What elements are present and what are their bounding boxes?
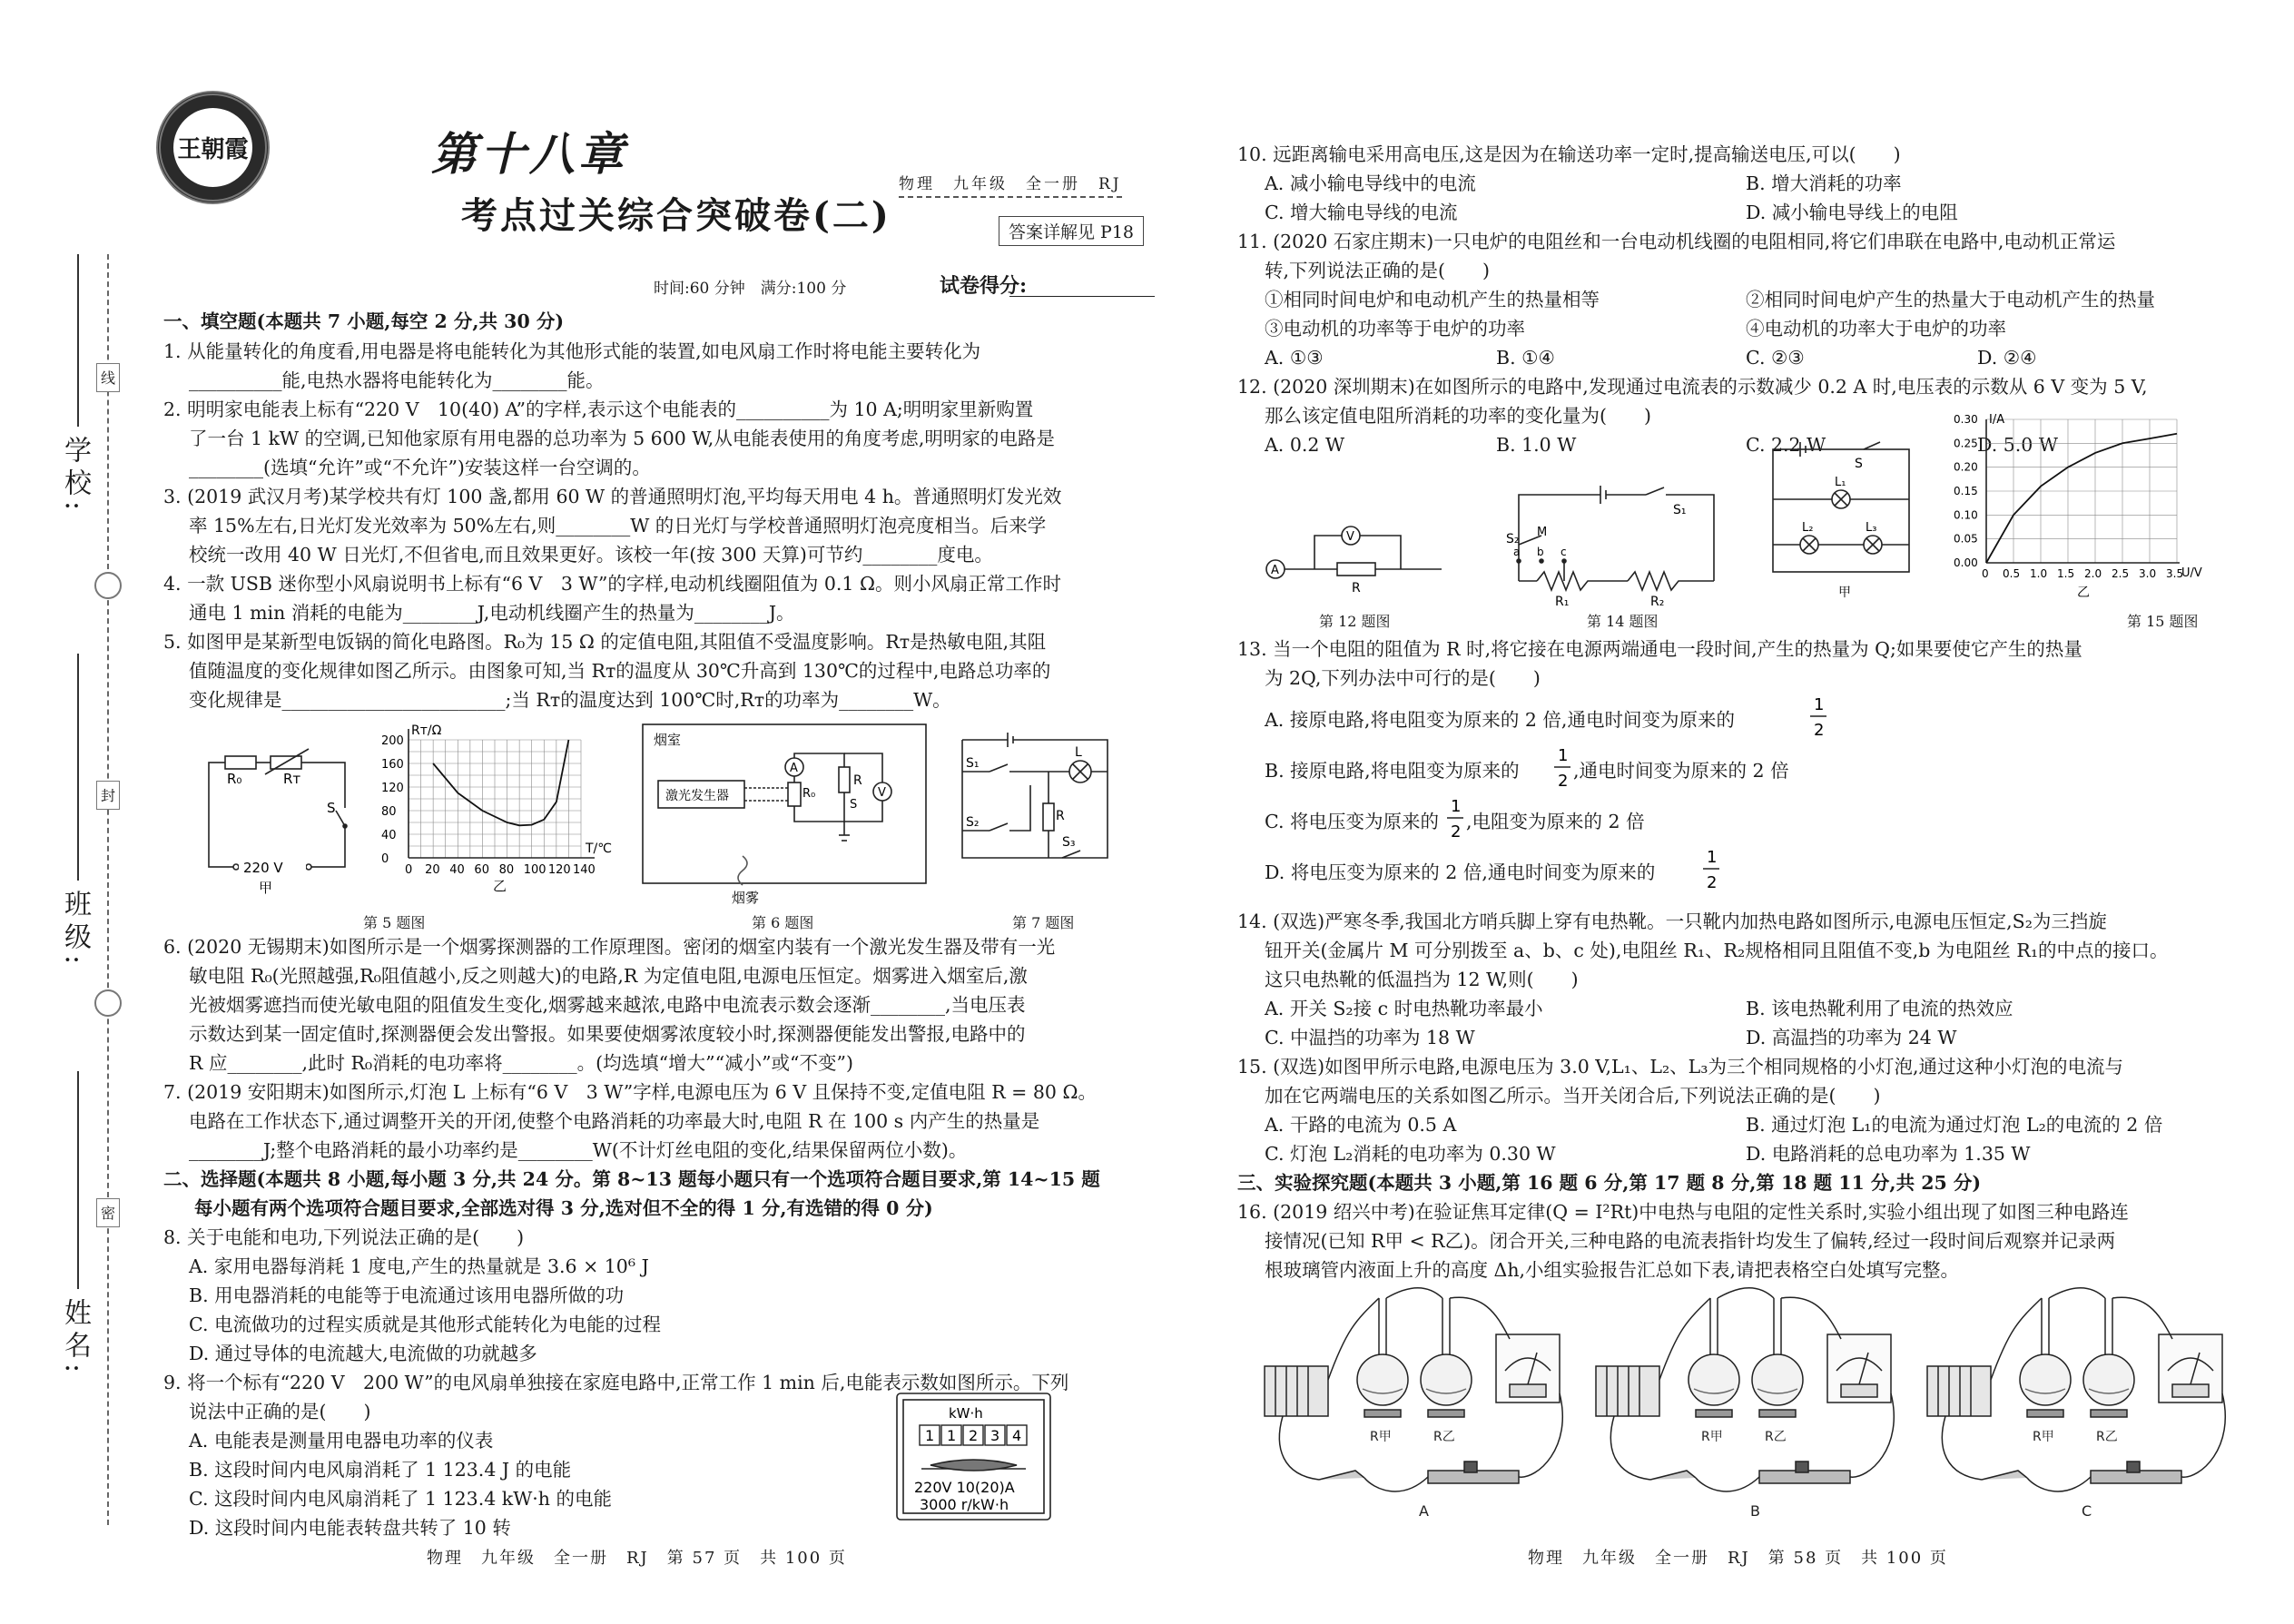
section-heading: 二、选择题(本题共 8 小题,每小题 3 分,共 24 分。第 8~13 题每小题只有一个选项符合题目要求,第 14~15 题: [163, 1168, 1100, 1190]
x-tick-label: 120: [547, 863, 571, 877]
battery: [1265, 1366, 1328, 1416]
svg-text:1: 1: [1814, 695, 1825, 714]
figure-caption: 第 6 题图: [752, 914, 814, 931]
statement: ④电动机的功率大于电炉的功率: [1746, 318, 2006, 340]
switch: [1982, 1471, 2027, 1480]
label-220v: 220 V: [243, 860, 283, 876]
caption-jia: 甲: [259, 880, 273, 896]
question-line: 13. 当一个电阻的阻值为 R 时,将它接在电源两端通电一段时间,产生的热量为 Q;如果要使它产生的热量: [1237, 638, 2082, 660]
figure-5-circuit: [191, 740, 363, 894]
label-m: M: [1537, 526, 1548, 539]
option-c[interactable]: C. 中温挡的功率为 18 W: [1265, 1027, 1475, 1048]
option-b[interactable]: B. 这段时间内电风扇消耗了 1 123.4 J 的电能: [189, 1459, 572, 1481]
meter-digit: 3: [990, 1427, 1000, 1444]
question-line: 9. 将一个标有“220 V 200 W”的电风扇单独接在家庭电路中,正常工作 1 min 后,电能表示数如图所示。下列: [163, 1372, 1069, 1393]
label-r2: R₂: [1650, 595, 1665, 609]
label-l2: L₂: [1802, 521, 1814, 535]
class-label: 班级:: [59, 890, 91, 970]
name-label: 姓名:: [59, 1298, 91, 1379]
question-line: 12. (2020 深圳期末)在如图所示的电路中,发现通过电流表的示数减少 0.2 A 时,电压表的示数从 6 V 变为 5 V,: [1237, 376, 2148, 398]
label-s1: S₁: [966, 756, 980, 771]
experiment-apparatus: [1265, 1294, 2172, 1521]
label-smoke: 烟雾: [732, 890, 760, 906]
apparatus-c: [1927, 1288, 2225, 1520]
question-line: 为 2Q,下列办法中可行的是( ): [1265, 667, 1541, 689]
resistor-label: R乙: [2096, 1430, 2118, 1444]
question-line: 14. (双选)严寒冬季,我国北方哨兵脚上穿有电热靴。一只靴内加热电路如图所示,电源电压恒定,S₂为三挡旋: [1237, 910, 2107, 932]
x-tick-label: 20: [425, 863, 440, 877]
option-b[interactable]: B. 用电器消耗的电能等于电流通过该用电器所做的功: [189, 1284, 625, 1306]
option-d[interactable]: D. 电路消耗的总电功率为 1.35 W: [1746, 1143, 2031, 1165]
flask: [1357, 1354, 1408, 1405]
x-tick-label: 60: [474, 863, 489, 877]
flask: [2083, 1354, 2134, 1405]
y-tick-label: 0.05: [1954, 532, 1978, 546]
svg-text:2: 2: [1707, 873, 1718, 892]
x-tick-label: 3.5: [2166, 567, 2184, 580]
iu-curve: [1986, 434, 2177, 563]
label-s2: S₂: [966, 815, 980, 830]
caption-yi: 乙: [493, 878, 507, 894]
label-s2: S₂: [1506, 532, 1520, 546]
question-line: 4. 一款 USB 迷你型小风扇说明书上标有“6 V 3 W”的字样,电动机线圈阻值为 0.1 Ω。则小风扇正常工作时: [163, 573, 1061, 595]
option-c[interactable]: C. 这段时间内电风扇消耗了 1 123.4 kW·h 的电能: [189, 1488, 612, 1510]
flask: [1752, 1354, 1803, 1405]
option-a[interactable]: A. 接原电路,将电阻变为原来的 2 倍,通电时间变为原来的: [1265, 709, 1735, 731]
binding-ring: [94, 989, 122, 1017]
question-line: 15. (双选)如图甲所示电路,电源电压为 3.0 V,L₁、L₂、L₃为三个相同规格的小灯泡,通过这种小灯泡的电流与: [1237, 1056, 2124, 1078]
rt-xlabel: T/℃: [586, 842, 612, 856]
caption-yi: 乙: [2077, 586, 2090, 600]
y-tick-label: 120: [381, 782, 404, 795]
page-title: 考点过关综合突破卷(二): [461, 194, 891, 237]
resistor-label: R甲: [2033, 1430, 2054, 1444]
svg-text:1: 1: [1451, 797, 1462, 816]
x-tick-label: 1.0: [2030, 567, 2048, 580]
page-footer: 物理 九年级 全一册 RJ 第 58 页 共 100 页: [1528, 1549, 1948, 1568]
school-label: 学校:: [59, 436, 91, 517]
option-b[interactable]: B. 该电热靴利用了电流的热效应: [1746, 998, 2013, 1019]
chapter-title: 第十八章: [431, 127, 627, 181]
y-tick-label: 0.10: [1954, 508, 1978, 522]
meter-rating: 220V 10(20)A: [914, 1479, 1015, 1496]
class-field[interactable]: [77, 654, 79, 881]
label-s: S: [1855, 457, 1863, 471]
meter-digit: 4: [1012, 1427, 1022, 1444]
label-smoke-room: 烟室: [654, 732, 682, 748]
meter-unit: kW·h: [949, 1405, 983, 1422]
option-a[interactable]: A. 家用电器每消耗 1 度电,产生的热量就是 3.6 × 10⁶ J: [189, 1255, 649, 1277]
svg-text:1: 1: [1707, 848, 1718, 867]
cut-line: [107, 254, 109, 1525]
figure-5-rt-chart: [368, 722, 613, 894]
label-s: S: [327, 800, 336, 816]
name-field[interactable]: [77, 1071, 79, 1289]
option-b[interactable]: B. 增大消耗的功率: [1746, 172, 1902, 194]
y-tick-label: 160: [381, 758, 404, 772]
meter-revolutions: 3000 r/kW·h: [920, 1496, 1009, 1513]
fraction-half: [1553, 743, 1571, 793]
label-s: S: [850, 798, 858, 812]
battery: [1927, 1366, 1991, 1416]
question-line: __________能,电热水器将电能转化为________能。: [189, 369, 605, 391]
label-b: b: [1537, 546, 1544, 558]
y-tick-label: 0: [381, 852, 389, 866]
question-line: 根玻璃管内液面上升的高度 Δh,小组实验报告汇总如下表,请把表格空白处填写完整。: [1265, 1259, 1960, 1281]
label-c: c: [1561, 546, 1567, 558]
label-l3: L₃: [1866, 521, 1877, 535]
question-line: 说法中正确的是( ): [189, 1401, 371, 1422]
fraction-half: [1446, 793, 1464, 844]
option-c-cont: ,电阻变为原来的 2 倍: [1466, 811, 1645, 832]
apparatus-caption: A: [1419, 1502, 1429, 1520]
option-c[interactable]: C. 将电压变为原来的: [1265, 811, 1439, 832]
section-heading: 三、实验探究题(本题共 3 小题,第 16 题 6 分,第 17 题 8 分,第 18 题 11 分,共 25 分): [1237, 1172, 1982, 1194]
brand-logo: 王朝霞: [156, 91, 270, 204]
resistor-label: R乙: [1433, 1430, 1455, 1444]
binding-spine: [0, 254, 145, 1525]
x-tick-label: 2.0: [2084, 567, 2102, 580]
subject-tag: 物理 九年级 全一册 RJ: [899, 171, 1122, 198]
iu-xlabel: U/V: [2181, 566, 2202, 580]
flask: [1689, 1354, 1739, 1405]
statement: ③电动机的功率等于电炉的功率: [1265, 318, 1525, 340]
option-c[interactable]: C. 灯泡 L₂消耗的电功率为 0.30 W: [1265, 1143, 1556, 1165]
question-line: 电路在工作状态下,通过调整开关的开闭,使整个电路消耗的功率最大时,电阻 R 在 100 s 内产生的热量是: [189, 1110, 1040, 1132]
question-line: ________(选填“允许”或“不允许”)安装这样一台空调的。: [189, 457, 651, 478]
figure-caption: 第 15 题图: [2127, 613, 2199, 630]
figure-caption: 第 12 题图: [1319, 613, 1391, 630]
question-line: 2. 明明家电能表上标有“220 V 10(40) A”的字样,表示这个电能表的__________为 10 A;明明家里新购置: [163, 399, 1034, 420]
question-line: ________J;整个电路消耗的最小功率约是________W(不计灯丝电阻的变化,结果保留两位小数)。: [189, 1139, 968, 1161]
question-line: 3. (2019 武汉月考)某学校共有灯 100 盏,都用 60 W 的普通照明灯泡,平均每天用电 4 h。普通照明灯发光效: [163, 486, 1062, 507]
energy-meter: [894, 1391, 1053, 1522]
label-r0: R₀: [227, 771, 242, 787]
label-a: a: [1513, 546, 1521, 558]
school-field[interactable]: [77, 254, 79, 427]
figure-caption: 第 5 题图: [363, 914, 426, 931]
option-d[interactable]: D. 这段时间内电能表转盘共转了 10 转: [189, 1517, 511, 1539]
flask: [2020, 1354, 2071, 1405]
x-tick-label: 40: [449, 863, 465, 877]
figure-caption: 第 14 题图: [1587, 613, 1659, 630]
option-d[interactable]: D. 通过导体的电流越大,电流做的功就越多: [189, 1343, 537, 1364]
y-tick-label: 200: [381, 734, 404, 748]
meter-digit: 2: [969, 1427, 979, 1444]
question-line: 值随温度的变化规律如图乙所示。由图象可知,当 Rᴛ的温度从 30℃升高到 130℃的过程中,电路总功率的: [189, 660, 1051, 682]
y-tick-label: 0.20: [1954, 460, 1978, 474]
y-tick-label: 0.00: [1954, 556, 1978, 569]
label-laser: 激光发生器: [665, 789, 729, 803]
option-d[interactable]: D. 将电压变为原来的 2 倍,通电时间变为原来的: [1265, 861, 1656, 883]
question-line: R 应________,此时 R₀消耗的电功率将________。(均选填“增大”“减小”或“不变”): [189, 1052, 854, 1074]
statement: ②相同时间电炉产生的热量大于电动机产生的热量: [1746, 289, 2155, 310]
label-r: R: [853, 773, 862, 788]
option-c[interactable]: C. 2.2 W: [1746, 434, 1826, 456]
right-page: [1147, 0, 2294, 1624]
label-r0: R₀: [802, 787, 816, 801]
label-l: L: [1075, 745, 1082, 760]
switch: [1319, 1471, 1364, 1480]
apparatus-b: [1596, 1288, 1894, 1520]
x-tick-label: 2.5: [2112, 567, 2130, 580]
question-line: 敏电阻 R₀(光照越强,R₀阻值越小,反之则越大)的电路,R 为定值电阻,电源电压恒定。烟雾进入烟室后,激: [189, 965, 1028, 987]
question-line: 这只电热靴的低温挡为 12 W,则( ): [1265, 969, 1579, 990]
question-line: 了一台 1 kW 的空调,已知他家原有用电器的总功率为 5 600 W,从电能表使用的角度考虑,明明家的电路是: [189, 428, 1055, 449]
x-tick-label: 3.0: [2139, 567, 2157, 580]
label-r1: R₁: [1555, 595, 1570, 609]
label-l1: L₁: [1835, 476, 1846, 489]
label-rt: Rᴛ: [283, 771, 301, 787]
label-s3: S₃: [1062, 835, 1076, 850]
apparatus-a: [1265, 1288, 1562, 1520]
question-line: 1. 从能量转化的角度看,用电器是将电能转化为其他形式能的装置,如电风扇工作时将电能主要转化为: [163, 340, 981, 362]
score-field[interactable]: [1009, 296, 1155, 297]
svg-text:2: 2: [1451, 822, 1462, 842]
question-line: 率 15%左右,日光灯发光效率为 50%左右,则________W 的日光灯与学校普通照明灯泡亮度相当。后来学: [189, 515, 1047, 536]
iu-ylabel: I/A: [1989, 413, 2005, 427]
option-d[interactable]: D. 5.0 W: [1977, 434, 2058, 456]
option-a[interactable]: A. ①③: [1265, 347, 1324, 369]
figure-7-circuit: [953, 731, 1126, 885]
label-voltmeter: V: [1346, 530, 1354, 544]
label-voltmeter: V: [878, 786, 886, 800]
question-line: 5. 如图甲是某新型电饭锅的简化电路图。R₀为 15 Ω 的定值电阻,其阻值不受温度影响。Rᴛ是热敏电阻,其阻: [163, 631, 1047, 653]
flask: [1421, 1354, 1472, 1405]
label-r: R: [1056, 809, 1065, 823]
meter-digit: 1: [925, 1427, 935, 1444]
question-line: 校统一改用 40 W 日光灯,不但省电,而且效果更好。该校一年(按 300 天算)可节约________度电。: [189, 544, 993, 566]
question-line: 8. 关于电能和电功,下列说法正确的是( ): [163, 1226, 525, 1248]
apparatus-caption: C: [2082, 1502, 2092, 1520]
fraction-half: [1809, 692, 1827, 743]
option-b[interactable]: B. ①④: [1496, 347, 1555, 369]
label-ammeter: A: [790, 762, 798, 775]
option-a[interactable]: A. 减小输电导线中的电流: [1265, 172, 1476, 194]
option-c[interactable]: C. 电流做功的过程实质就是其他形式能转化为电能的过程: [189, 1314, 661, 1335]
page-footer: 物理 九年级 全一册 RJ 第 57 页 共 100 页: [427, 1549, 847, 1568]
x-tick-label: 100: [523, 863, 546, 877]
rt-curve: [433, 740, 568, 825]
resistor-label: R甲: [1370, 1430, 1392, 1444]
question-line: 示数达到某一固定值时,探测器便会发出警报。如果要使烟雾浓度较小时,探测器便能发出警报,电路中的: [189, 1023, 1026, 1045]
figure-6-circuit: [635, 717, 935, 906]
question-line: 变化规律是________________________;当 Rᴛ的温度达到 100℃时,Rᴛ的功率为________W。: [189, 689, 951, 711]
apparatus-caption: B: [1750, 1502, 1760, 1520]
x-tick-label: 140: [573, 863, 596, 877]
label-s1: S₁: [1673, 503, 1687, 517]
option-d[interactable]: D. ②④: [1977, 347, 2037, 369]
rt-ylabel: Rᴛ/Ω: [411, 723, 442, 738]
x-tick-label: 0.5: [2003, 567, 2021, 580]
figure-14-circuit: [1501, 481, 1728, 608]
option-a[interactable]: A. 0.2 W: [1265, 434, 1345, 456]
svg-text:2: 2: [1814, 721, 1825, 740]
exam-meta: 时间:60 分钟 满分:100 分: [654, 280, 847, 298]
label-r: R: [1352, 581, 1361, 595]
svg-text:1: 1: [1558, 746, 1569, 765]
x-tick-label: 80: [498, 863, 515, 877]
answer-reference: 答案详解见 P18: [999, 216, 1144, 246]
y-tick-label: 0.25: [1954, 437, 1978, 450]
question-line: 7. (2019 安阳期末)如图所示,灯泡 L 上标有“6 V 3 W”字样,电源电压为 6 V 且保持不变,定值电阻 R = 80 Ω。: [163, 1081, 1097, 1103]
option-c[interactable]: C. ②③: [1746, 347, 1805, 369]
statement: ①相同时间电炉和电动机产生的热量相等: [1265, 289, 1600, 310]
figure-15-iu-chart: [1936, 408, 2209, 613]
option-d[interactable]: D. 高温挡的功率为 24 W: [1746, 1027, 1957, 1048]
x-tick-label: 1.5: [2057, 567, 2075, 580]
option-a[interactable]: A. 干路的电流为 0.5 A: [1265, 1114, 1457, 1136]
option-b[interactable]: B. 1.0 W: [1496, 434, 1577, 456]
meter-digit: 1: [947, 1427, 957, 1444]
resistor-label: R甲: [1701, 1430, 1723, 1444]
option-a[interactable]: A. 开关 S₂接 c 时电热靴功率最小: [1265, 998, 1543, 1019]
y-tick-label: 0.15: [1954, 485, 1978, 497]
binding-ring: [94, 572, 122, 599]
svg-text:2: 2: [1558, 772, 1569, 791]
question-line: 接情况(已知 R甲 < R乙)。闭合开关,三种电路的电流表指针均发生了偏转,经过一段时间后观察并记录两: [1265, 1230, 2116, 1252]
switch: [1650, 1471, 1696, 1480]
section-heading: 一、填空题(本题共 7 小题,每空 2 分,共 30 分): [163, 310, 565, 332]
figure-15-circuit: [1764, 440, 1923, 622]
y-tick-label: 0.30: [1954, 413, 1978, 426]
x-tick-label: 0: [405, 863, 413, 877]
y-tick-label: 40: [381, 829, 397, 842]
option-c[interactable]: C. 增大输电导线的电流: [1265, 202, 1458, 223]
figure-caption: 第 7 题图: [1012, 914, 1075, 931]
question-line: 11. (2020 石家庄期末)一只电炉的电阻丝和一台电动机线圈的电阻相同,将它们串联在电路中,电动机正常运: [1237, 231, 2116, 252]
option-b[interactable]: B. 通过灯泡 L₁的电流为通过灯泡 L₂的电流的 2 倍: [1746, 1114, 2163, 1136]
y-tick-label: 80: [381, 805, 397, 819]
fraction-half: [1702, 844, 1720, 895]
caption-jia: 甲: [1838, 586, 1851, 600]
section-heading: 每小题有两个选项符合题目要求,全部选对得 3 分,选对但不全的得 1 分,有选错的得 0 分): [194, 1197, 933, 1219]
score-label: 试卷得分:: [940, 274, 1028, 298]
option-a[interactable]: A. 电能表是测量用电器电功率的仪表: [189, 1430, 494, 1452]
seal-mark-secret: 密: [96, 1198, 120, 1227]
battery: [1596, 1366, 1659, 1416]
question-line: 10. 远距离输电采用高电压,这是因为在输送功率一定时,提高输送电压,可以( ): [1237, 143, 1901, 165]
x-tick-label: 0: [1982, 567, 1989, 580]
question-line: 加在它两端电压的关系如图乙所示。当开关闭合后,下列说法正确的是( ): [1265, 1085, 1881, 1107]
question-line: 通电 1 min 消耗的电能为________J,电动机线圈产生的热量为________J。: [189, 602, 795, 624]
option-b-cont: ,通电时间变为原来的 2 倍: [1573, 760, 1789, 782]
option-d[interactable]: D. 减小输电导线上的电阻: [1746, 202, 1958, 223]
seal-mark-seal: 封: [96, 781, 120, 810]
option-b[interactable]: B. 接原电路,将电阻变为原来的: [1265, 760, 1520, 782]
figure-12-circuit: [1265, 508, 1455, 599]
question-line: 转,下列说法正确的是( ): [1265, 260, 1491, 281]
question-line: 钮开关(金属片 M 可分别拨至 a、b、c 处),电阻丝 R₁、R₂规格相同且阻值不变,b 为电阻丝 R₁的中点的接口。: [1265, 940, 2169, 961]
question-line: 16. (2019 绍兴中考)在验证焦耳定律(Q = I²Rt)中电热与电阻的定性关系时,实验小组出现了如图三种电路连: [1237, 1201, 2129, 1223]
question-line: 6. (2020 无锡期末)如图所示是一个烟雾探测器的工作原理图。密闭的烟室内装有一个激光发生器及带有一光: [163, 936, 1056, 958]
question-line: 光被烟雾遮挡而使光敏电阻的阻值发生变化,烟雾越来越浓,电路中电流表示数会逐渐________,当电压表: [189, 994, 1026, 1016]
resistor-label: R乙: [1765, 1430, 1787, 1444]
seal-mark-line: 线: [96, 363, 120, 392]
question-line: 那么该定值电阻所消耗的功率的变化量为( ): [1265, 405, 1651, 427]
label-ammeter: A: [1271, 564, 1279, 577]
